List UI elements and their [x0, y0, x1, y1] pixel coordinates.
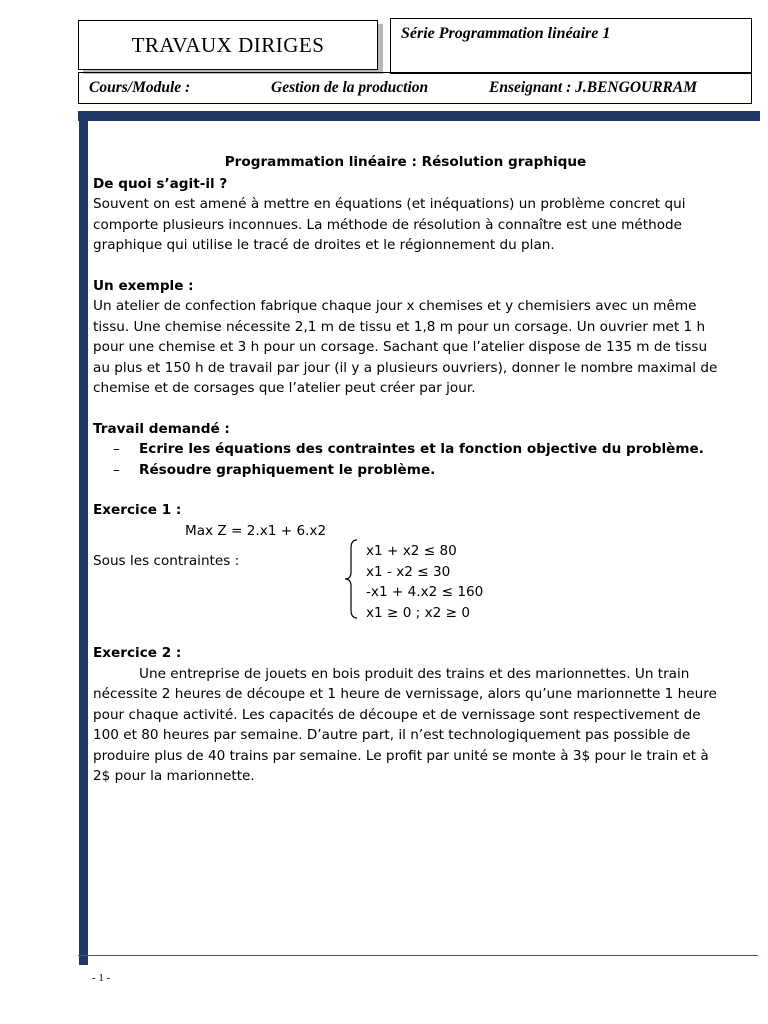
brace-icon — [343, 538, 359, 620]
constraint-item: x1 ≥ 0 ; x2 ≥ 0 — [366, 604, 470, 621]
example-title: Un exemple : — [93, 277, 194, 294]
work-title: Travail demandé : — [93, 420, 230, 437]
exercise-1-title: Exercice 1 : — [93, 502, 182, 518]
title-box — [78, 20, 378, 70]
teacher-label: Enseignant : J.BENGOURRAM — [489, 79, 698, 96]
task-list — [93, 439, 718, 480]
constraints-list — [366, 541, 483, 623]
example-paragraph: Un atelier de confection fabrique chaque jour x chemises et y chemisiers avec un même tissu. Une chemise nécessite 2,1 m de tissu et 1,8 m pour un corsage. Un ouvrier met 1 h pour une chemise et 3 h pour un corsage. Sachant que l’atelier dispose de 135 m de tissu au plus et 150 h de travail par jour (il y a plusieurs ouvriers), donner le nombre maximal de chemise et de corsages que l’atelier peut créer par jour. — [93, 298, 718, 396]
document-body — [93, 152, 718, 787]
page-title: TRAVAUX DIRIGES — [131, 32, 325, 57]
serie-box — [390, 18, 752, 74]
task-item: – Résoudre graphiquement le problème. — [113, 460, 718, 481]
course-value: Gestion de la production — [271, 79, 429, 96]
course-bar — [78, 72, 752, 104]
top-accent-bar — [78, 111, 760, 121]
serie-label: Série Programmation linéaire 1 — [401, 25, 611, 42]
page-number: - 1 - — [92, 972, 111, 984]
constraints-block — [93, 541, 718, 623]
section-heading: Programmation linéaire : Résolution graphique — [224, 154, 587, 170]
constraint-item: x1 + x2 ≤ 80 — [366, 543, 457, 559]
left-accent-bar — [79, 111, 88, 965]
intro-question: De quoi s’agit-il ? — [93, 175, 228, 192]
objective-function: Max Z = 2.x1 + 6.x2 — [185, 522, 327, 539]
constraint-item: x1 - x2 ≤ 30 — [366, 563, 451, 580]
constraint-item: -x1 + 4.x2 ≤ 160 — [366, 584, 484, 600]
exercise-2-title: Exercice 2 : — [93, 645, 182, 661]
task-item: – Ecrire les équations des contraintes et la fonction objective du problème. — [113, 439, 718, 460]
footer-rule — [78, 955, 758, 956]
constraints-label: Sous les contraintes : — [93, 553, 240, 569]
course-label: Cours/Module : — [89, 79, 191, 96]
intro-paragraph: Souvent on est amené à mettre en équations (et inéquations) un problème concret qui comporte plusieurs inconnues. La méthode de résolution à connaître est une méthode graphique qui utilise le tracé de droites et le régionnement du plan. — [93, 196, 686, 253]
exercise-2-paragraph: Une entreprise de jouets en bois produit des trains et des marionnettes. Un train nécessite 2 heures de découpe et 1 heure de vernissage, alors qu’une marionnette 1 heure pour chaque activité. Les capacités de découpe et de vernissage sont respectivement de 100 et 80 heures par semaine. D’autre part, il n’est technologiquement pas possible de produire plus de 40 trains par semaine. Le profit par unité se monte à 3$ pour le train et à 2$ pour la marionnette. — [93, 665, 717, 784]
